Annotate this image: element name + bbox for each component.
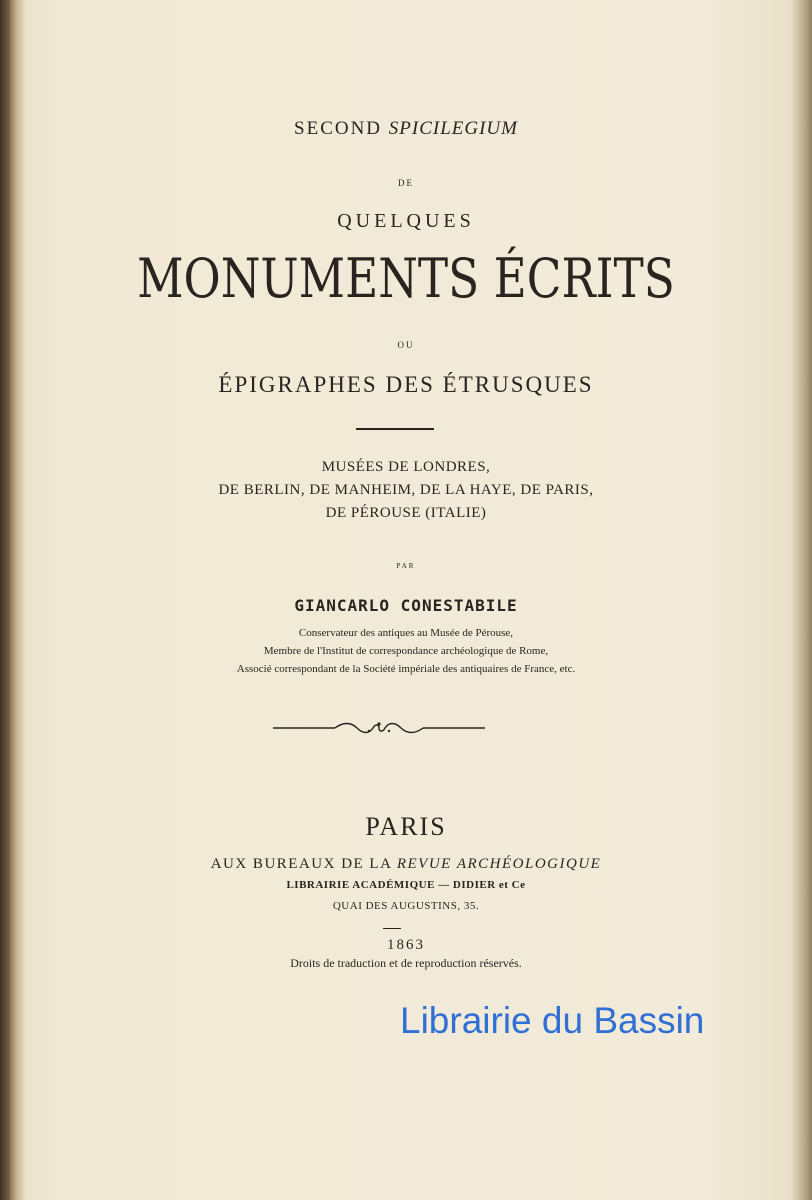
title-line-1 bbox=[0, 118, 812, 140]
author-titles bbox=[0, 624, 812, 678]
short-divider bbox=[383, 928, 401, 929]
publisher: LIBRAIRIE ACADÉMIQUE — DIDIER et Ce bbox=[286, 879, 526, 891]
publication-year: 1863 bbox=[387, 937, 425, 953]
title-quelques: QUELQUES bbox=[337, 210, 475, 232]
title-second: SECOND bbox=[294, 118, 383, 139]
connector-ou: OU bbox=[397, 340, 415, 350]
rights-notice: Droits de traduction et de reproduction réservés. bbox=[290, 956, 522, 970]
museums-list bbox=[0, 456, 812, 525]
museum-line: DE PÉROUSE (ITALIE) bbox=[325, 505, 487, 521]
imprint-bureaux bbox=[0, 856, 812, 873]
connector-de: DE bbox=[398, 178, 414, 188]
connector-par: PAR bbox=[396, 562, 416, 570]
imprint-city: PARIS bbox=[365, 812, 447, 841]
publisher-address: QUAI DES AUGUSTINS, 35. bbox=[332, 900, 480, 912]
watermark: Librairie du Bassin bbox=[400, 1000, 705, 1041]
author-title-line: Conservateur des antiques au Musée de Pérouse, bbox=[298, 627, 514, 639]
subtitle: ÉPIGRAPHES DES ÉTRUSQUES bbox=[218, 372, 594, 397]
main-title: MONUMENTS ÉCRITS bbox=[137, 247, 675, 310]
title-divider bbox=[356, 428, 434, 430]
author-name: GIANCARLO CONESTABILE bbox=[294, 596, 518, 615]
bureaux-prefix: AUX BUREAUX DE LA bbox=[210, 856, 392, 872]
author-title-line: Associé correspondant de la Société impériale des antiquaires de France, etc. bbox=[236, 663, 576, 675]
ornamental-divider bbox=[273, 720, 485, 736]
title-spicilegium: SPICILEGIUM bbox=[388, 118, 518, 139]
museum-line: MUSÉES DE LONDRES, bbox=[321, 459, 491, 475]
revue-title: REVUE ARCHÉOLOGIQUE bbox=[396, 856, 602, 872]
museum-line: DE BERLIN, DE MANHEIM, DE LA HAYE, DE PARIS, bbox=[218, 482, 594, 498]
author-title-line: Membre de l'Institut de correspondance archéologique de Rome, bbox=[263, 645, 549, 657]
